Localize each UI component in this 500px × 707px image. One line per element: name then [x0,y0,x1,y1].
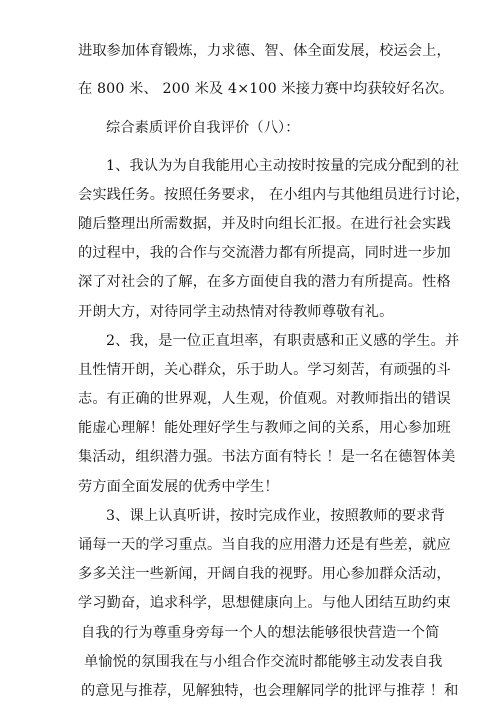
text-line-13: 能虚心理解！能处理好学生与教师之间的关系，用心参加班 [78,420,451,436]
text-line-22: 的意见与推荐，见解独特，也会理解同学的批评与推荐 ！和 [81,683,459,699]
text-line-16: 3、课上认真听讲，按时完成作业，按照教师的要求背 [106,508,445,524]
text-line-2: 在 800 米、 200 米及 4×100 米接力赛中均获较好名次。 [78,81,454,97]
text-line-11: 且性情开朗，关心群众，乐于助人。学习刻苦，有顽强的斗 [78,362,451,378]
text-line-1: 进取参加体育锻炼，力求德、智、体全面发展，校运会上， [78,43,451,59]
text-line-9: 开朗大方，对待同学主动热情对待教师尊敬有礼。 [78,304,394,320]
text-line-19: 学习勤奋，追求科学，思想健康向上。与他人团结互助约束 [78,595,451,611]
text-line-17: 诵每一天的学习重点。当自我的应用潜力还是有些差，就应 [78,537,451,553]
text-line-5: 会实践任务。按照任务要求， 在小组内与其他组员进行讨论， [78,187,470,203]
text-line-15: 劳方面全面发展的优秀中学生！ [78,479,279,495]
text-line-21: 单愉悦的氛围我在与小组合作交流时都能够主动发表自我 [84,654,443,670]
text-line-6: 随后整理出所需数据，并及时向组长汇报。在进行社会实践 [78,216,451,232]
text-line-10: 2、我，是一位正直坦率，有职责感和正义感的学生。并 [106,333,460,349]
text-line-8: 深了对社会的了解，在多方面使自我的潜力有所提高。性格 [78,274,451,290]
section-heading: 综合素质评价自我评价（八）： [106,120,300,136]
text-line-4: 1、我认为为自我能用心主动按时按量的完成分配到的社 [106,158,460,174]
text-line-12: 志。有正确的世界观，人生观，价值观。对教师指出的错误 [78,391,451,407]
text-line-7: 的过程中，我的合作与交流潜力都有所提高，同时进一步加 [78,245,451,261]
text-line-14: 集活动，组织潜力强。书法方面有特长 ！是一名在德智体美 [78,449,456,465]
text-line-20: 自我的行为尊重身旁每一个人的想法能够很快营造一个简 [81,625,440,641]
text-line-18: 多多关注一些新闻，开阔自我的视野。用心参加群众活动， [78,566,451,582]
